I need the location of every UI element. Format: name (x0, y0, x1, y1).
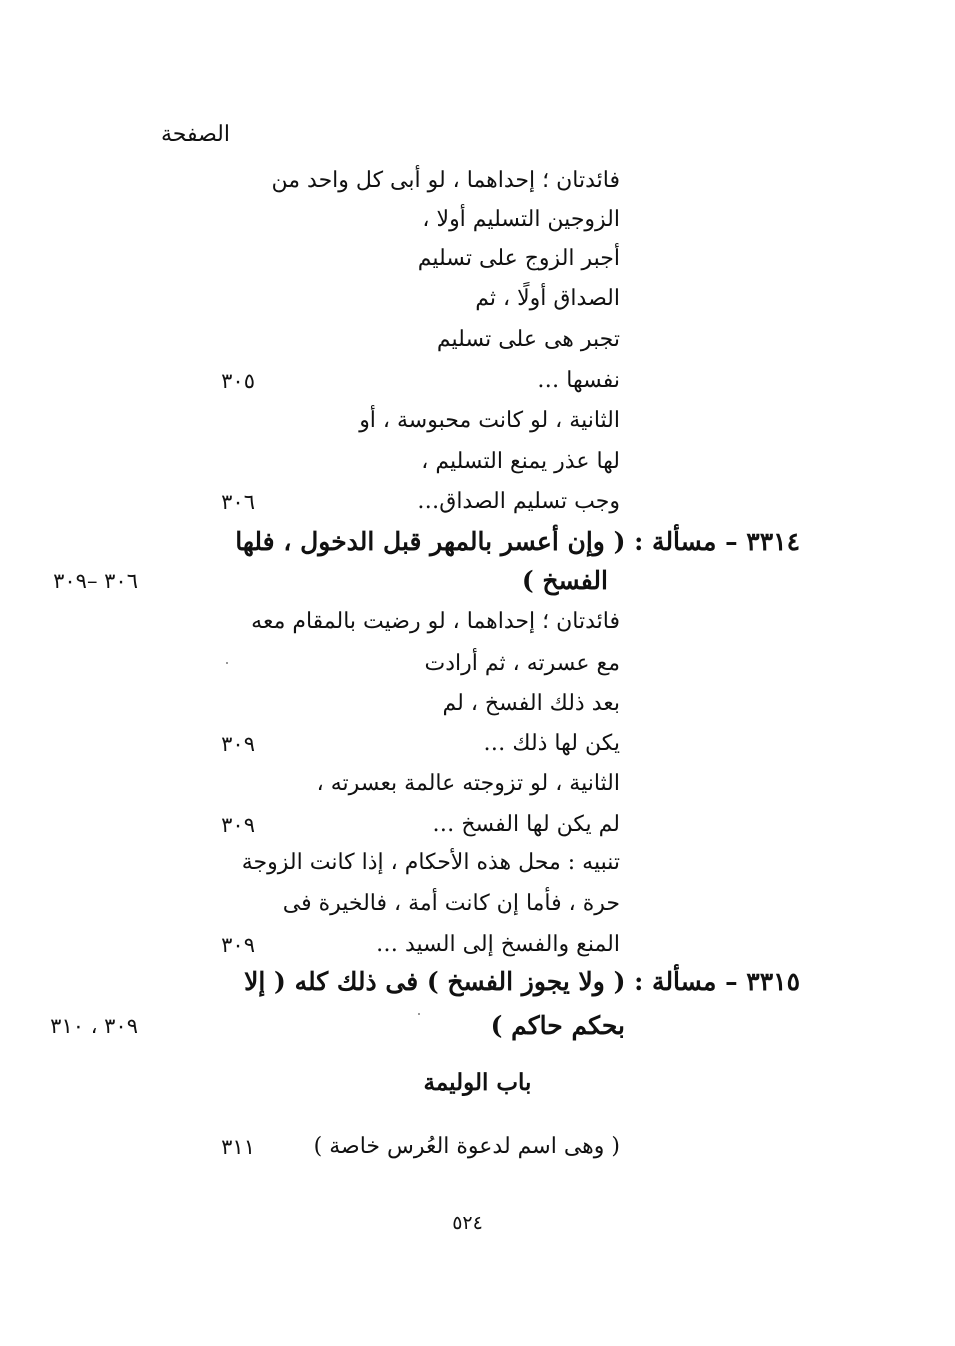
issue-heading: ٣٣١٤ – مسألة : ( وإن أعسر بالمهر قبل الدخول ، فلها (235, 527, 800, 556)
entry-line: مع عسرته ، ثم أرادت (424, 651, 620, 676)
page-reference: ٣١١ (221, 1135, 255, 1159)
entry-line: لها عذر يمنع التسليم ، (421, 449, 620, 474)
entry-line: لم يكن لها الفسخ … (432, 812, 620, 837)
entry-line: تجبر هى على تسليم (436, 327, 620, 352)
scan-speck (226, 662, 228, 664)
page-reference: ٣٠٥ (221, 369, 255, 393)
page-reference: ٣٠٦ –٣٠٩ (53, 569, 138, 593)
entry-line: تنبيه : محل هذه الأحكام ، إذا كانت الزوجة (241, 850, 620, 875)
entry-line: فائدتان ؛ إحداهما ، لو رضيت بالمقام معه (251, 609, 620, 634)
entry-line: يكن لها ذلك … (483, 731, 620, 756)
entry-line: الصداق أولًا ، ثم (475, 286, 620, 311)
entry-line: الثانية ، لو تزوجته عالمة بعسرته ، (316, 771, 620, 796)
page-reference: ٣٠٩ (221, 732, 255, 756)
entry-line: بعد ذلك الفسخ ، لم (442, 691, 620, 716)
entry-line: وجب تسليم الصداق… (417, 489, 620, 514)
entry-line: فائدتان ؛ إحداهما ، لو أبى كل واحد من (271, 168, 620, 193)
section-line: ( وهى اسم لدعوة العُرس خاصة ) (313, 1134, 620, 1159)
page-reference: ٣٠٦ (221, 490, 255, 514)
page-reference: ٣٠٩ (221, 813, 255, 837)
entry-line: الثانية ، لو كانت محبوسة ، أو (359, 408, 620, 433)
page-reference: ٣٠٩ ، ٣١٠ (50, 1014, 138, 1038)
issue-heading-continued: الفسخ ) (521, 566, 608, 595)
issue-heading-continued: بحكم حاكم ) (490, 1011, 625, 1040)
entry-line: حرة ، فأما إن كانت أمة ، فالخيرة فى (282, 891, 620, 916)
issue-heading: ٣٣١٥ – مسألة : ( ولا يجوز الفسخ ) فى ذلك كله ( إلا (244, 967, 800, 996)
entry-line: الزوجين التسليم أولا ، (422, 207, 620, 232)
entry-line: نفسها … (537, 368, 620, 393)
entry-line: أجبر الزوج على تسليم (417, 246, 620, 271)
page-column-label: الصفحة (160, 122, 230, 147)
page-number: ٥٢٤ (452, 1212, 483, 1234)
page-reference: ٣٠٩ (221, 933, 255, 957)
scan-speck (418, 1013, 420, 1015)
section-title: باب الوليمة (423, 1069, 532, 1096)
entry-line: المنع والفسخ إلى السيد … (375, 932, 620, 957)
